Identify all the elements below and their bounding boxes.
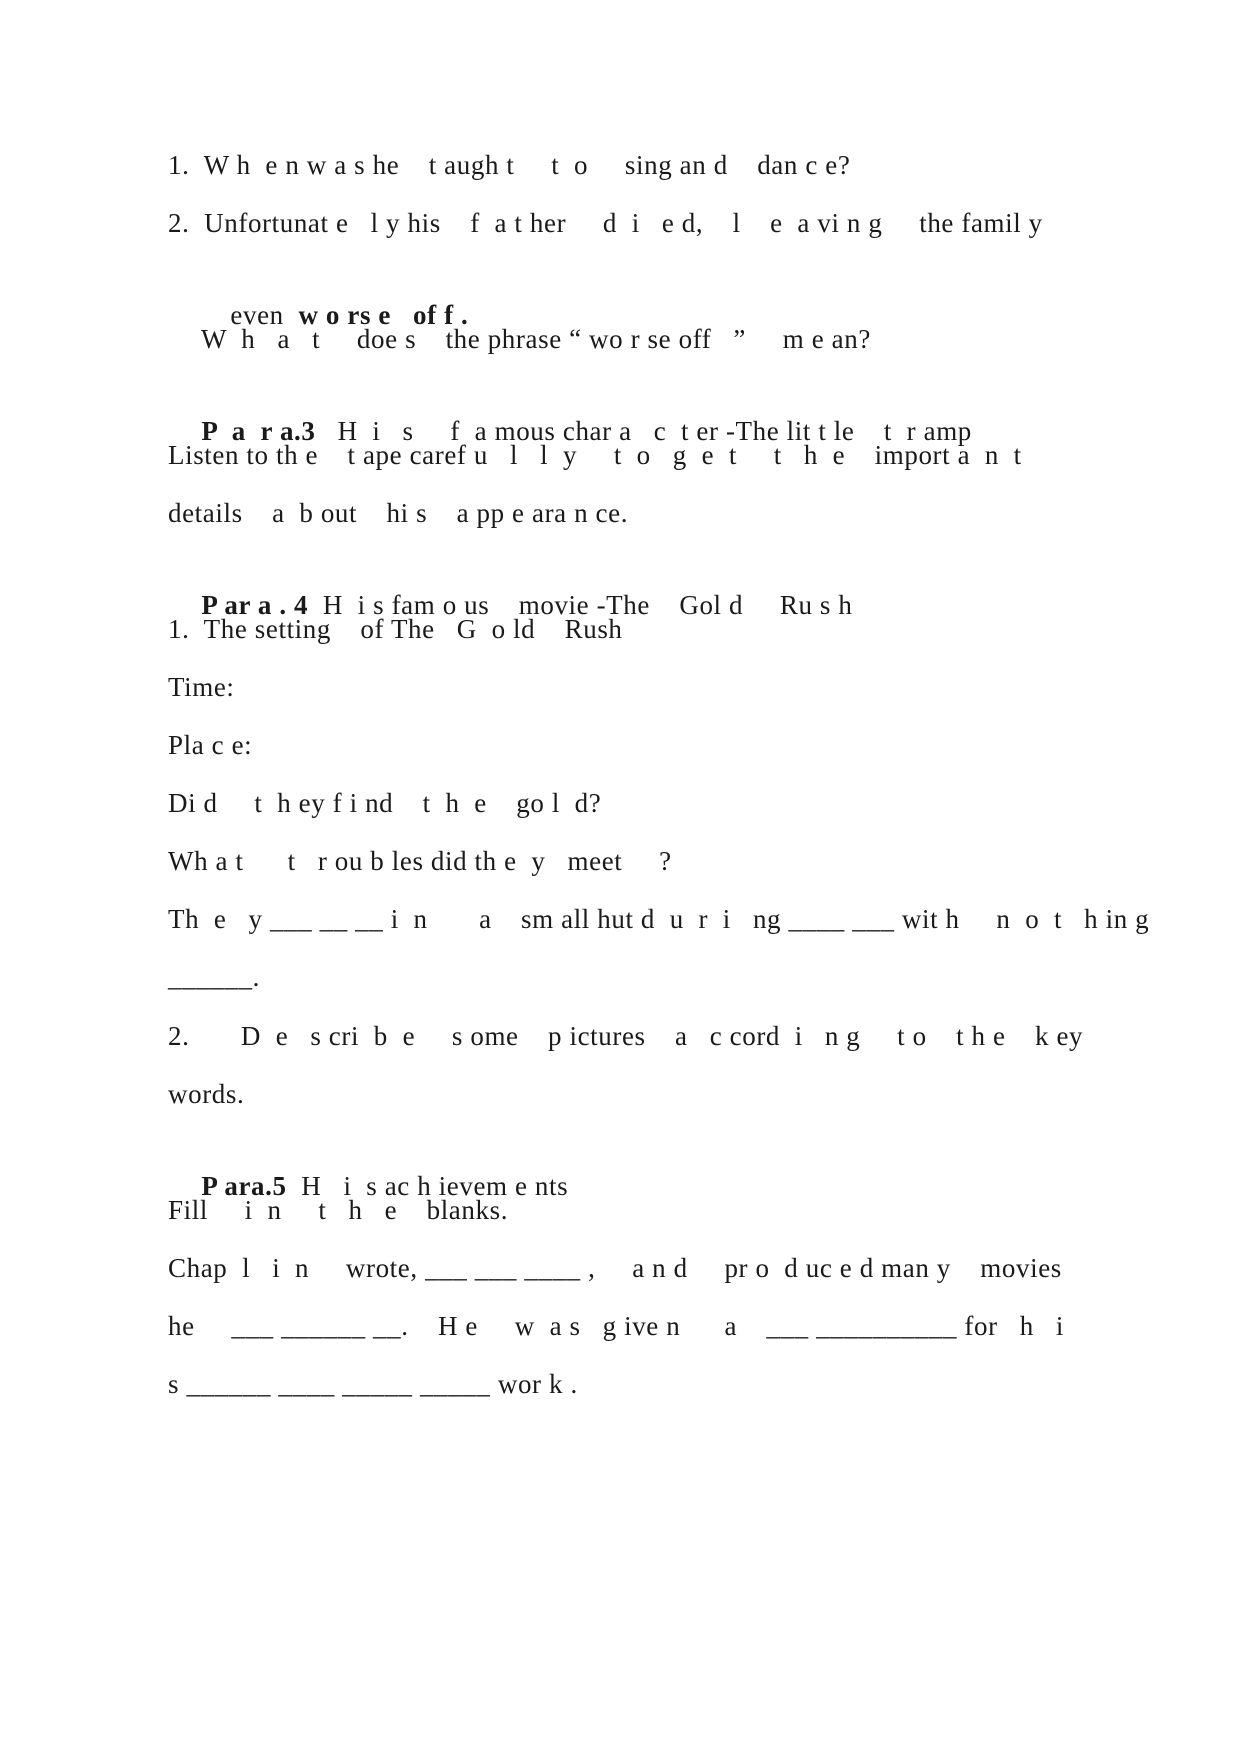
achievements-fill-line-1: Chap l i n wrote, ___ ___ ____ , a n d pr o d uc e d man y movies <box>168 1253 1062 1283</box>
para4-question-2-line-1: 2. D e s cri b e s ome p ictures a c cord i n g t o t h e k ey <box>168 1021 1084 1051</box>
achievements-fill-line-3: s ______ ____ _____ _____ wor k . <box>168 1369 578 1399</box>
question-troubles: Wh a t t r ou b les did th e y meet ? <box>168 846 672 876</box>
para3-label: P a r a.3 <box>201 416 316 446</box>
para5-instruction: Fill i n t h e blanks. <box>168 1195 509 1225</box>
achievements-fill-line-2: he ___ ______ __. H e w a s g ive n a ___ __________ for h i <box>168 1311 1065 1341</box>
para2-question-2: 2. Unfortunat e l y his f a t her d i e d, l e a vi n g the famil y <box>168 208 1043 238</box>
para5-label: P ara.5 <box>201 1171 287 1201</box>
para4-question-2-line-2: words. <box>168 1079 245 1109</box>
para3-instruction-line-1: Listen to th e t ape caref u l l y t o g e t t h e import a n t <box>168 440 1022 470</box>
para5-title: H i s ac h ievem e nts <box>286 1171 569 1201</box>
para2-question-1: 1. W h e n w a s he t augh t t o sing an d dan c e? <box>168 150 851 180</box>
fill-in-troubles-line-2: ______. <box>168 962 260 992</box>
key-phrase-worse-off: w o rs e of f . <box>298 300 469 330</box>
place-label: Pla c e: <box>168 730 253 760</box>
question-find-gold: Di d t h ey f i nd t h e go l d? <box>168 788 602 818</box>
para4-question-1: 1. The setting of The G o ld Rush <box>168 614 623 644</box>
continuation-text: even <box>230 300 299 330</box>
para3-instruction-line-2: details a b out hi s a pp e ara n ce. <box>168 498 629 528</box>
time-label: Time: <box>168 672 235 702</box>
para3-title: H i s f a mous char a c t er -The lit t le t r amp <box>315 416 972 446</box>
para4-title: H i s fam o us movie -The Gol d Ru s h <box>308 590 853 620</box>
para2-phrase-question: W h a t doe s the phrase “ wo r se off ” m e an? <box>201 324 871 354</box>
fill-in-troubles-line-1: Th e y ___ __ __ i n a sm all hut d u r i ng ____ ___ wit h n o t h in g <box>168 904 1150 934</box>
para4-label: P ar a . 4 <box>201 590 309 620</box>
